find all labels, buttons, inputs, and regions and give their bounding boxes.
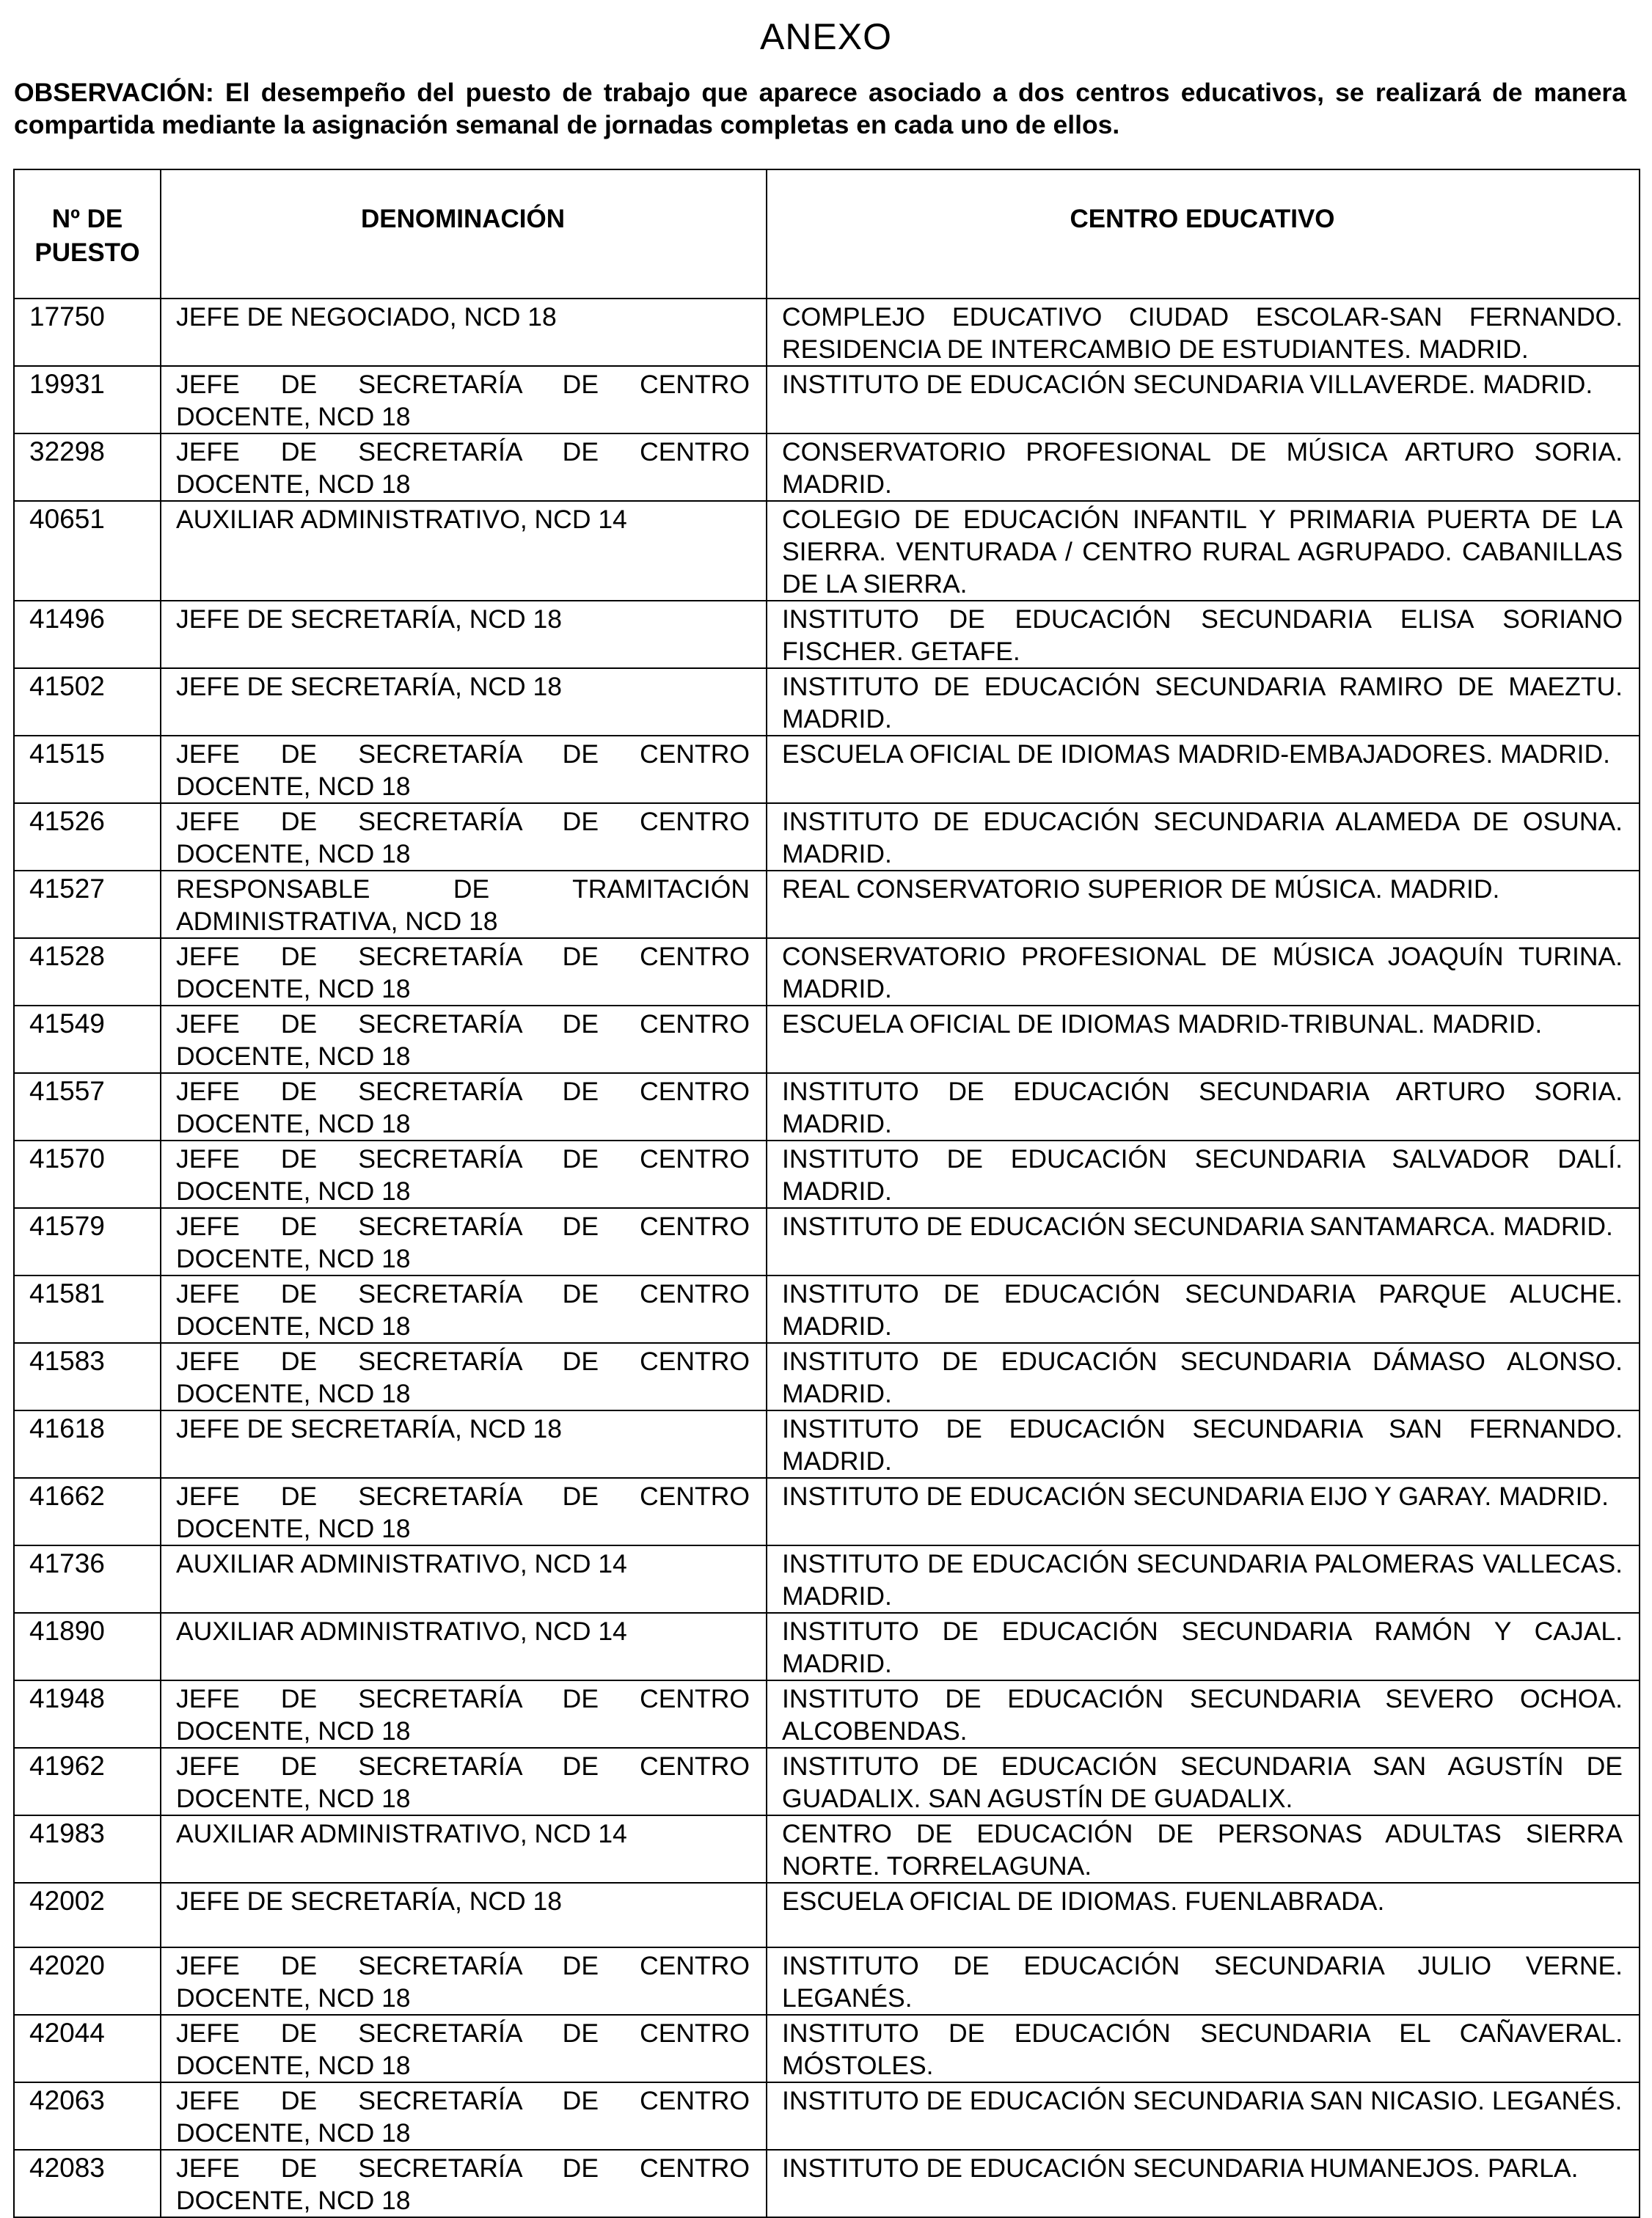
puesto-cell: 41502: [14, 668, 161, 736]
centro-cell: ESCUELA OFICIAL DE IDIOMAS MADRID-TRIBUNAL. MADRID.: [767, 1006, 1640, 1073]
observation-label: OBSERVACIÓN:: [14, 78, 214, 107]
centro-cell: INSTITUTO DE EDUCACIÓN SECUNDARIA SAN NICASIO. LEGANÉS.: [767, 2082, 1640, 2150]
denominacion-cell: JEFE DE SECRETARÍA DE CENTRO DOCENTE, NCD 18: [161, 1208, 767, 1275]
denominacion-cell: JEFE DE SECRETARÍA, NCD 18: [161, 1883, 767, 1947]
denominacion-cell: JEFE DE SECRETARÍA DE CENTRO DOCENTE, NCD 18: [161, 736, 767, 803]
puesto-cell: 41581: [14, 1275, 161, 1343]
centro-cell: ESCUELA OFICIAL DE IDIOMAS MADRID-EMBAJADORES. MADRID.: [767, 736, 1640, 803]
centro-cell: CONSERVATORIO PROFESIONAL DE MÚSICA JOAQUÍN TURINA. MADRID.: [767, 938, 1640, 1006]
header-denominacion: DENOMINACIÓN: [161, 169, 767, 299]
denominacion-cell: JEFE DE SECRETARÍA DE CENTRO DOCENTE, NCD 18: [161, 433, 767, 501]
centro-cell: INSTITUTO DE EDUCACIÓN SECUNDARIA JULIO VERNE. LEGANÉS.: [767, 1947, 1640, 2015]
centro-cell: INSTITUTO DE EDUCACIÓN SECUNDARIA PALOMERAS VALLECAS. MADRID.: [767, 1545, 1640, 1613]
puesto-cell: 41618: [14, 1410, 161, 1478]
denominacion-cell: AUXILIAR ADMINISTRATIVO, NCD 14: [161, 1613, 767, 1680]
table-row: [14, 1545, 1640, 1613]
denominacion-cell: JEFE DE SECRETARÍA DE CENTRO DOCENTE, NCD 18: [161, 1006, 767, 1073]
centro-cell: INSTITUTO DE EDUCACIÓN SECUNDARIA EIJO Y GARAY. MADRID.: [767, 1478, 1640, 1545]
centro-cell: CENTRO DE EDUCACIÓN DE PERSONAS ADULTAS SIERRA NORTE. TORRELAGUNA.: [767, 1815, 1640, 1883]
table-row: [14, 501, 1640, 601]
centro-cell: INSTITUTO DE EDUCACIÓN SECUNDARIA SAN FERNANDO. MADRID.: [767, 1410, 1640, 1478]
puesto-cell: 41662: [14, 1478, 161, 1545]
centro-cell: ESCUELA OFICIAL DE IDIOMAS. FUENLABRADA.: [767, 1883, 1640, 1947]
table-row: [14, 1883, 1640, 1947]
puesto-cell: 19931: [14, 366, 161, 433]
puesto-cell: 42002: [14, 1883, 161, 1947]
denominacion-cell: JEFE DE SECRETARÍA DE CENTRO DOCENTE, NCD 18: [161, 2082, 767, 2150]
puesto-cell: 41527: [14, 871, 161, 938]
table-row: [14, 938, 1640, 1006]
puesto-cell: 42020: [14, 1947, 161, 2015]
centro-cell: REAL CONSERVATORIO SUPERIOR DE MÚSICA. MADRID.: [767, 871, 1640, 938]
denominacion-cell: AUXILIAR ADMINISTRATIVO, NCD 14: [161, 1815, 767, 1883]
table-header-row: [14, 169, 1640, 299]
denominacion-cell: JEFE DE SECRETARÍA DE CENTRO DOCENTE, NCD 18: [161, 1478, 767, 1545]
puesto-cell: 42044: [14, 2015, 161, 2082]
denominacion-cell: JEFE DE SECRETARÍA DE CENTRO DOCENTE, NCD 18: [161, 1275, 767, 1343]
denominacion-cell: AUXILIAR ADMINISTRATIVO, NCD 14: [161, 501, 767, 601]
puesto-cell: 41948: [14, 1680, 161, 1748]
puesto-cell: 42083: [14, 2150, 161, 2217]
denominacion-cell: JEFE DE SECRETARÍA DE CENTRO DOCENTE, NCD 18: [161, 1343, 767, 1410]
centro-cell: INSTITUTO DE EDUCACIÓN SECUNDARIA SAN AGUSTÍN DE GUADALIX. SAN AGUSTÍN DE GUADALIX.: [767, 1748, 1640, 1815]
denominacion-cell: JEFE DE SECRETARÍA DE CENTRO DOCENTE, NCD 18: [161, 803, 767, 871]
puesto-cell: 41736: [14, 1545, 161, 1613]
table-row: [14, 2150, 1640, 2217]
annex-table: [13, 169, 1640, 2218]
centro-cell: INSTITUTO DE EDUCACIÓN SECUNDARIA ARTURO SORIA. MADRID.: [767, 1073, 1640, 1141]
denominacion-cell: AUXILIAR ADMINISTRATIVO, NCD 14: [161, 1545, 767, 1613]
table-row: [14, 1006, 1640, 1073]
puesto-cell: 41583: [14, 1343, 161, 1410]
denominacion-cell: JEFE DE SECRETARÍA, NCD 18: [161, 668, 767, 736]
puesto-cell: 41549: [14, 1006, 161, 1073]
puesto-cell: 32298: [14, 433, 161, 501]
centro-cell: INSTITUTO DE EDUCACIÓN SECUNDARIA HUMANEJOS. PARLA.: [767, 2150, 1640, 2217]
puesto-cell: 41570: [14, 1141, 161, 1208]
table-row: [14, 433, 1640, 501]
denominacion-cell: JEFE DE SECRETARÍA DE CENTRO DOCENTE, NCD 18: [161, 1073, 767, 1141]
table-row: [14, 668, 1640, 736]
denominacion-cell: RESPONSABLE DE TRAMITACIÓN ADMINISTRATIVA, NCD 18: [161, 871, 767, 938]
centro-cell: CONSERVATORIO PROFESIONAL DE MÚSICA ARTURO SORIA. MADRID.: [767, 433, 1640, 501]
puesto-cell: 41515: [14, 736, 161, 803]
centro-cell: INSTITUTO DE EDUCACIÓN SECUNDARIA VILLAVERDE. MADRID.: [767, 366, 1640, 433]
table-row: [14, 1947, 1640, 2015]
centro-cell: INSTITUTO DE EDUCACIÓN SECUNDARIA PARQUE ALUCHE. MADRID.: [767, 1275, 1640, 1343]
puesto-cell: 41496: [14, 601, 161, 668]
centro-cell: INSTITUTO DE EDUCACIÓN SECUNDARIA ALAMEDA DE OSUNA. MADRID.: [767, 803, 1640, 871]
centro-cell: INSTITUTO DE EDUCACIÓN SECUNDARIA SEVERO OCHOA. ALCOBENDAS.: [767, 1680, 1640, 1748]
denominacion-cell: JEFE DE SECRETARÍA DE CENTRO DOCENTE, NCD 18: [161, 2015, 767, 2082]
observation-text: El desempeño del puesto de trabajo que aparece asociado a dos centros educativos, se realizará de manera compartida mediante la asignación semanal de jornadas completas en cada uno de ellos.: [14, 78, 1626, 139]
denominacion-cell: JEFE DE SECRETARÍA, NCD 18: [161, 601, 767, 668]
table-row: [14, 1815, 1640, 1883]
table-row: [14, 736, 1640, 803]
table-row: [14, 1613, 1640, 1680]
denominacion-cell: JEFE DE SECRETARÍA DE CENTRO DOCENTE, NCD 18: [161, 1141, 767, 1208]
denominacion-cell: JEFE DE SECRETARÍA DE CENTRO DOCENTE, NCD 18: [161, 366, 767, 433]
puesto-cell: 41526: [14, 803, 161, 871]
centro-cell: INSTITUTO DE EDUCACIÓN SECUNDARIA EL CAÑAVERAL. MÓSTOLES.: [767, 2015, 1640, 2082]
centro-cell: COMPLEJO EDUCATIVO CIUDAD ESCOLAR-SAN FERNANDO. RESIDENCIA DE INTERCAMBIO DE ESTUDIANTES. MADRID.: [767, 299, 1640, 366]
denominacion-cell: JEFE DE SECRETARÍA DE CENTRO DOCENTE, NCD 18: [161, 1680, 767, 1748]
puesto-cell: 41983: [14, 1815, 161, 1883]
centro-cell: INSTITUTO DE EDUCACIÓN SECUNDARIA SALVADOR DALÍ. MADRID.: [767, 1141, 1640, 1208]
centro-cell: INSTITUTO DE EDUCACIÓN SECUNDARIA ELISA SORIANO FISCHER. GETAFE.: [767, 601, 1640, 668]
denominacion-cell: JEFE DE SECRETARÍA DE CENTRO DOCENTE, NCD 18: [161, 938, 767, 1006]
header-puesto: Nº DE PUESTO: [14, 169, 161, 299]
denominacion-cell: JEFE DE SECRETARÍA DE CENTRO DOCENTE, NCD 18: [161, 2150, 767, 2217]
table-row: [14, 2015, 1640, 2082]
table-row: [14, 366, 1640, 433]
puesto-cell: 41890: [14, 1613, 161, 1680]
puesto-cell: 40651: [14, 501, 161, 601]
observation-note: [14, 76, 1626, 141]
table-row: [14, 1748, 1640, 1815]
table-row: [14, 1141, 1640, 1208]
centro-cell: INSTITUTO DE EDUCACIÓN SECUNDARIA DÁMASO ALONSO. MADRID.: [767, 1343, 1640, 1410]
denominacion-cell: JEFE DE SECRETARÍA DE CENTRO DOCENTE, NCD 18: [161, 1947, 767, 2015]
centro-cell: INSTITUTO DE EDUCACIÓN SECUNDARIA RAMIRO DE MAEZTU. MADRID.: [767, 668, 1640, 736]
table-row: [14, 601, 1640, 668]
table-row: [14, 871, 1640, 938]
table-row: [14, 1410, 1640, 1478]
table-row: [14, 1680, 1640, 1748]
table-row: [14, 1343, 1640, 1410]
centro-cell: INSTITUTO DE EDUCACIÓN SECUNDARIA SANTAMARCA. MADRID.: [767, 1208, 1640, 1275]
page-title: ANEXO: [759, 16, 893, 57]
table-row: [14, 2082, 1640, 2150]
puesto-cell: 17750: [14, 299, 161, 366]
centro-cell: INSTITUTO DE EDUCACIÓN SECUNDARIA RAMÓN Y CAJAL. MADRID.: [767, 1613, 1640, 1680]
table-row: [14, 1478, 1640, 1545]
denominacion-cell: JEFE DE NEGOCIADO, NCD 18: [161, 299, 767, 366]
denominacion-cell: JEFE DE SECRETARÍA DE CENTRO DOCENTE, NCD 18: [161, 1748, 767, 1815]
table-row: [14, 299, 1640, 366]
puesto-cell: 41579: [14, 1208, 161, 1275]
table-row: [14, 1208, 1640, 1275]
centro-cell: COLEGIO DE EDUCACIÓN INFANTIL Y PRIMARIA PUERTA DE LA SIERRA. VENTURADA / CENTRO RURAL AGRUPADO. CABANILLAS DE LA SIERRA.: [767, 501, 1640, 601]
puesto-cell: 41528: [14, 938, 161, 1006]
puesto-cell: 41962: [14, 1748, 161, 1815]
table-row: [14, 803, 1640, 871]
puesto-cell: 42063: [14, 2082, 161, 2150]
header-centro: CENTRO EDUCATIVO: [767, 169, 1640, 299]
table-body: [14, 299, 1640, 2217]
table-row: [14, 1073, 1640, 1141]
puesto-cell: 41557: [14, 1073, 161, 1141]
table-row: [14, 1275, 1640, 1343]
denominacion-cell: JEFE DE SECRETARÍA, NCD 18: [161, 1410, 767, 1478]
